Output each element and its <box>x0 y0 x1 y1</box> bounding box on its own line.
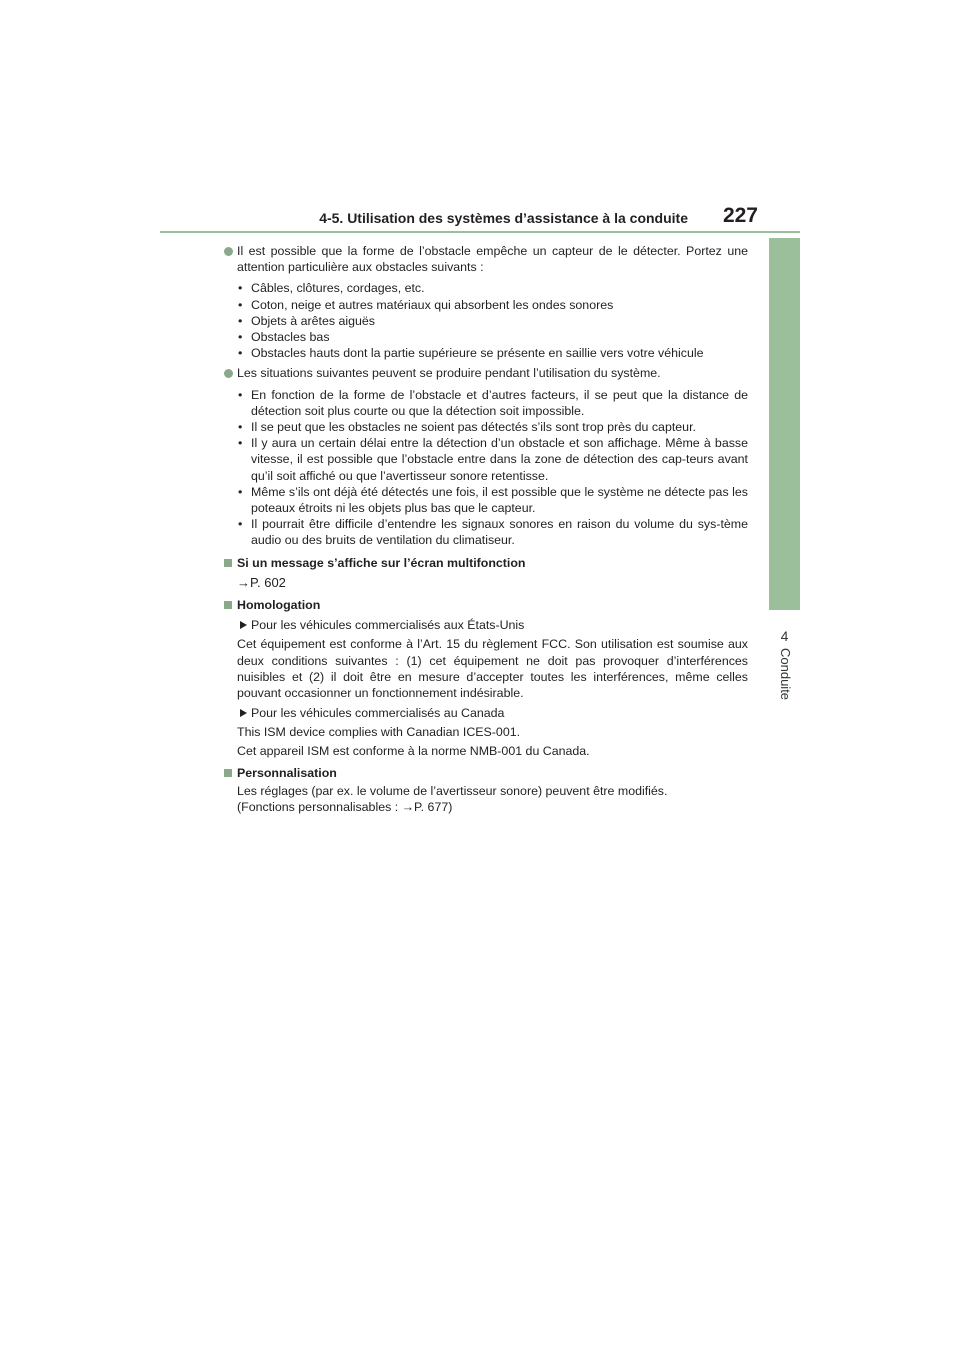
page-number: 227 <box>722 204 758 227</box>
page-reference-link[interactable]: →P. 602 <box>237 574 286 590</box>
obstacle-list <box>222 280 748 361</box>
section-heading-message: Si un message s’affiche sur l’écran multifonction <box>222 555 748 571</box>
obstacle-shape-paragraph: Il est possible que la forme de l’obstacle empêche un capteur de le détecter. Portez une attention particulière aux obstacles suivants : <box>222 243 748 275</box>
section-heading-personnalisation: Personnalisation <box>222 765 748 781</box>
fcc-paragraph: Cet équipement est conforme à l’Art. 15 du règlement FCC. Son utilisation est soumise aux deux conditions suivantes : (1) cet équipement ne doit pas provoquer d’interférences nuisibles et (2) il doit être en mesure d’accepter toutes les interférences, même celles pouvant occasionner un fonctionnement indésirable. <box>237 637 748 701</box>
list-item: • Même s’ils ont déjà été détectés une fois, il est possible que le système ne détecte pas les poteaux étroits ni les objets plus bas que le capteur. <box>251 484 748 516</box>
chapter-label: Conduite <box>778 648 793 701</box>
chapter-number: 4 <box>780 628 789 644</box>
personnalisation-reference[interactable]: (Fonctions personnalisables : →P. 677) <box>237 800 453 815</box>
page-header <box>160 203 800 233</box>
chapter-side-tab <box>769 238 800 610</box>
personnalisation-text: Les réglages (par ex. le volume de l’avertisseur sonore) peuvent être modifiés. <box>237 784 668 799</box>
situations-list <box>222 387 748 549</box>
list-item: • Obstacles hauts dont la partie supérieure se présente en saillie vers votre véhicule <box>251 345 748 361</box>
subheading-canada: Pour les véhicules commercialisés au Canada <box>222 705 748 721</box>
page-content <box>222 243 748 816</box>
chapter-title: 4-5. Utilisation des systèmes d’assistance à la conduite <box>319 210 688 226</box>
list-item: • Il se peut que les obstacles ne soient pas détectés s’ils sont trop près du capteur. <box>251 419 748 435</box>
list-item: • Câbles, clôtures, cordages, etc. <box>251 280 748 296</box>
list-item: • En fonction de la forme de l’obstacle et d’autres facteurs, il se peut que la distance de détection soit plus courte ou que la détection soit impossible. <box>251 387 748 419</box>
situations-paragraph: Les situations suivantes peuvent se produire pendant l’utilisation du système. <box>222 365 748 381</box>
ices-paragraph-en: This ISM device complies with Canadian ICES-001. <box>237 725 521 740</box>
list-item: • Il y aura un certain délai entre la détection d’un obstacle et son affichage. Même à basse vitesse, il est possible que l’obstacle entre dans la zone de détection des cap-teurs avant qu’il soit affiché ou que l’avertisseur sonore retentisse. <box>251 435 748 484</box>
ices-paragraph-fr: Cet appareil ISM est conforme à la norme NMB-001 du Canada. <box>237 743 590 758</box>
subheading-us: Pour les véhicules commercialisés aux États-Unis <box>222 617 748 633</box>
list-item: • Coton, neige et autres matériaux qui absorbent les ondes sonores <box>251 297 748 313</box>
section-heading-homologation: Homologation <box>222 597 748 613</box>
list-item: • Objets à arêtes aiguës <box>251 313 748 329</box>
list-item: • Il pourrait être difficile d’entendre les signaux sonores en raison du volume du sys-tème audio ou des bruits de ventilation du climatiseur. <box>251 516 748 548</box>
list-item: • Obstacles bas <box>251 329 748 345</box>
